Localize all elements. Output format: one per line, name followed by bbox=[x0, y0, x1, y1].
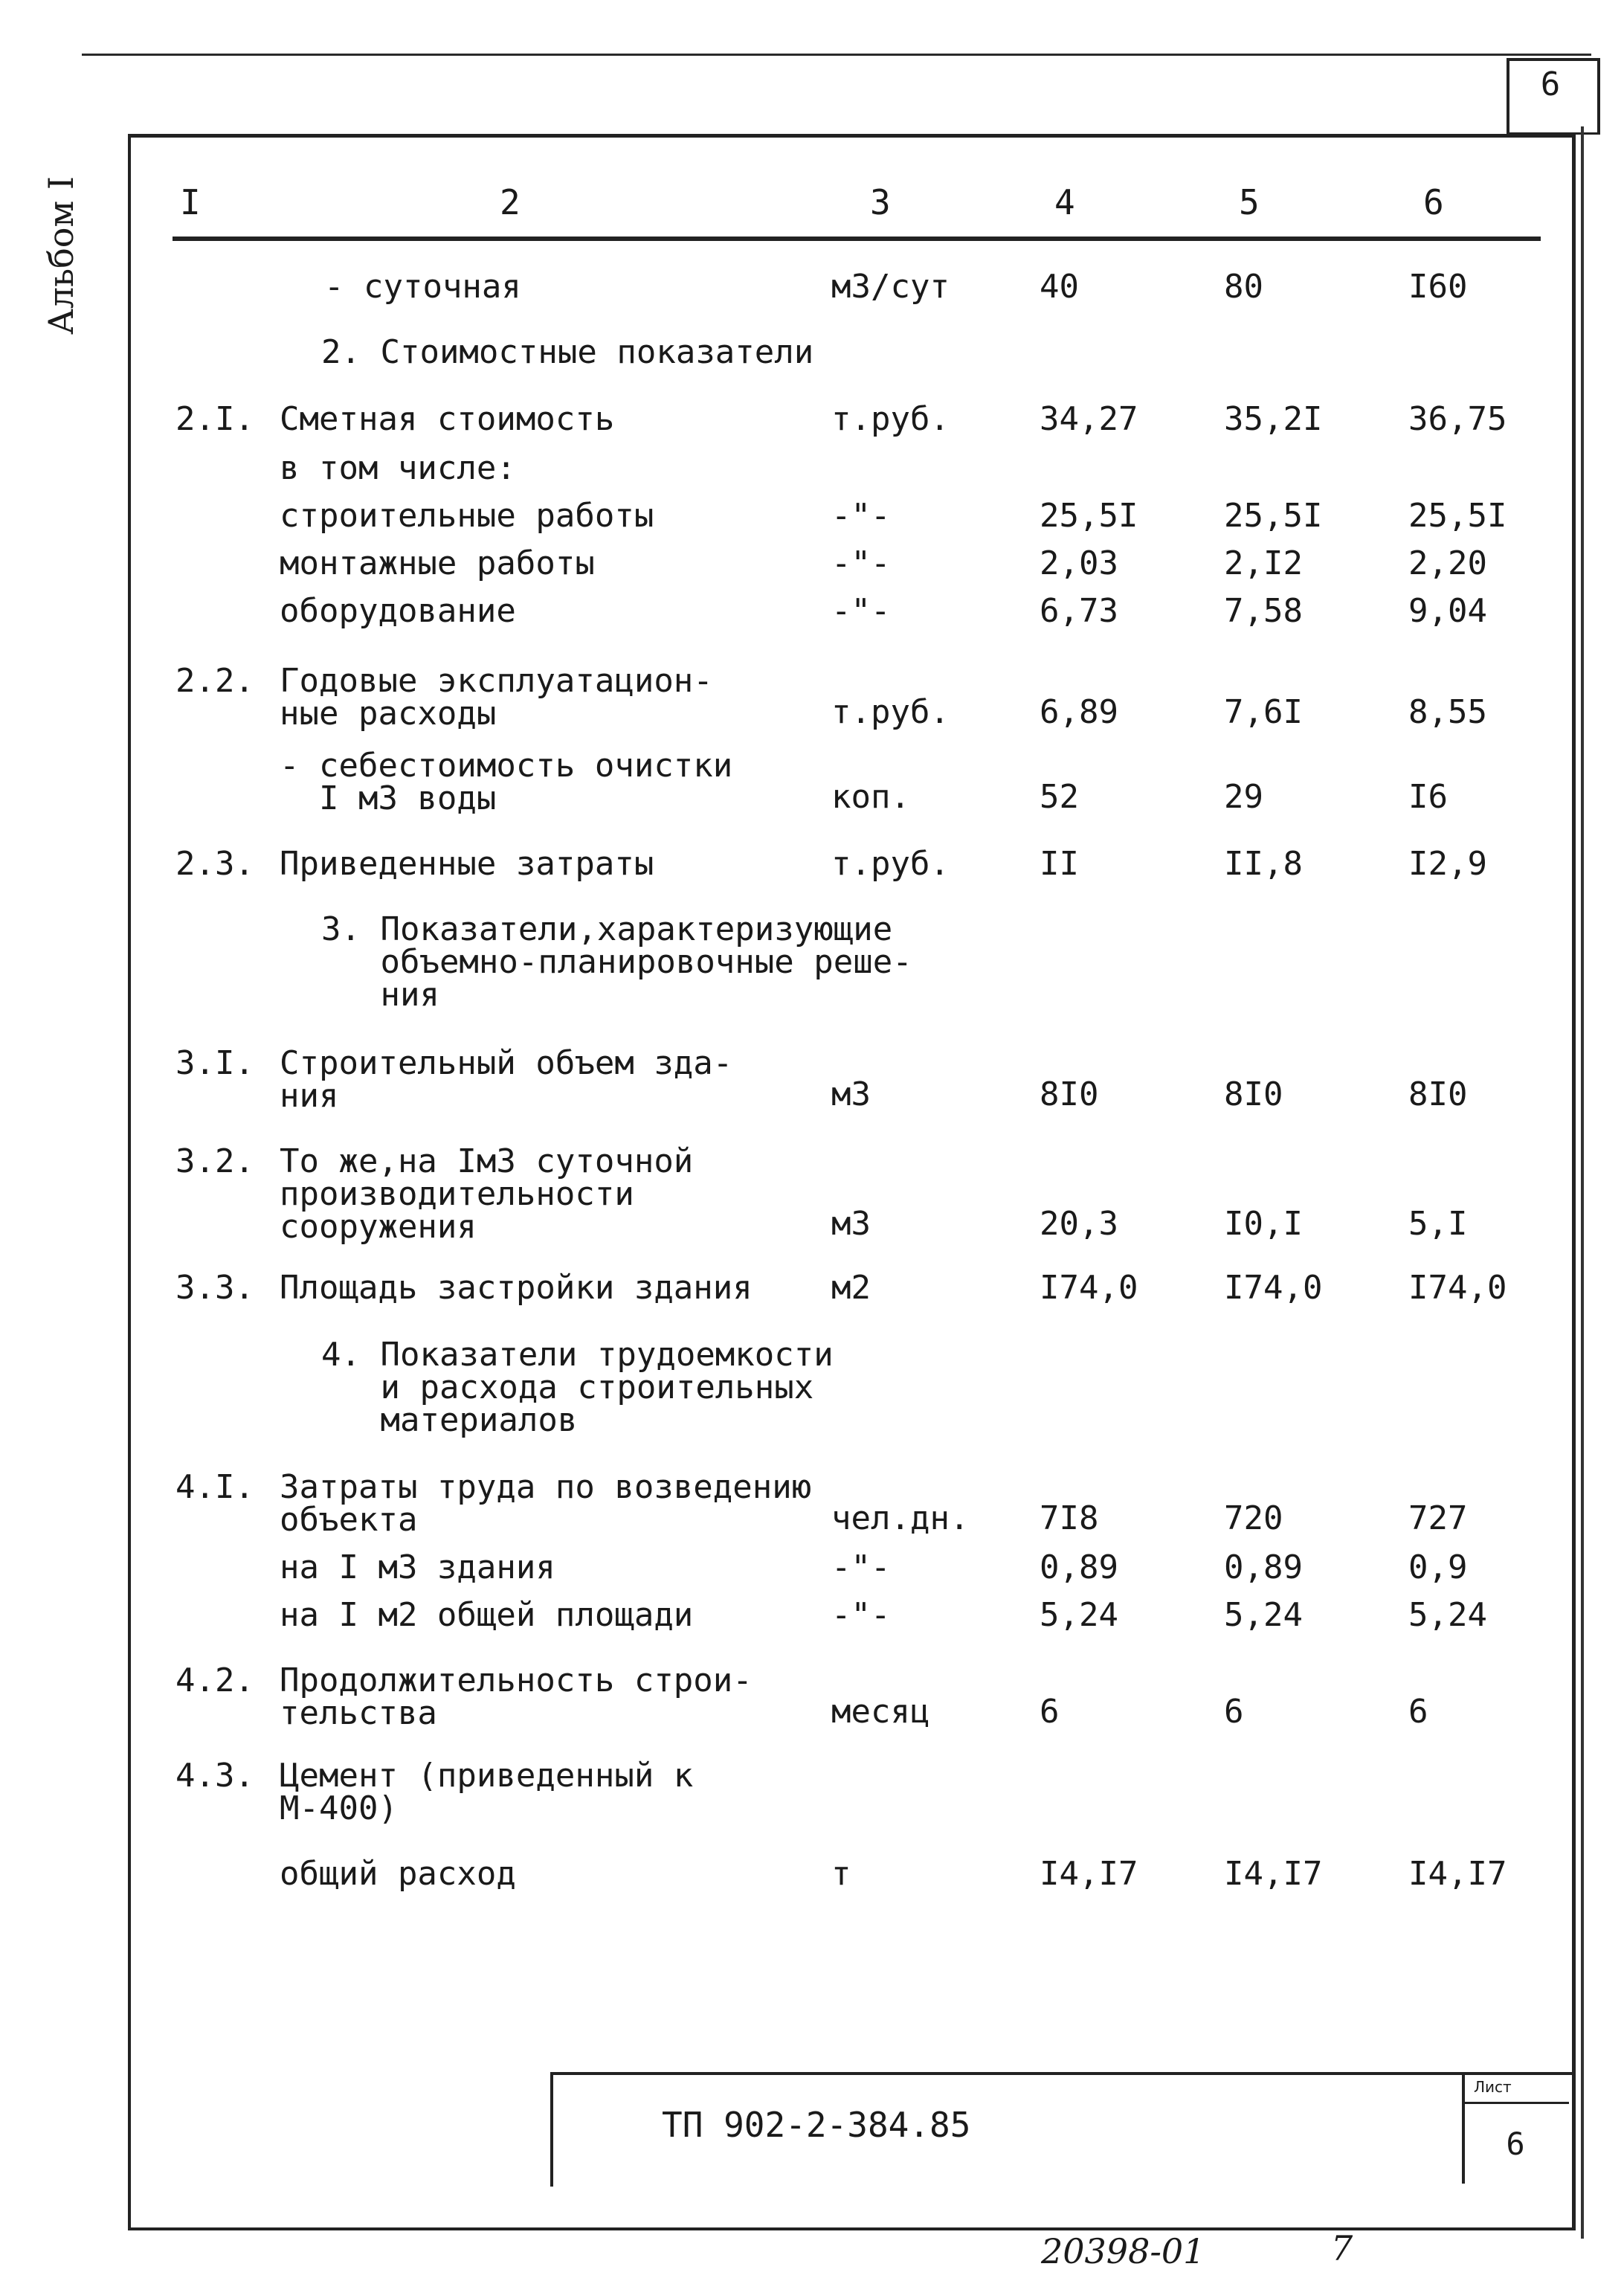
value-col-4: 8I0 bbox=[1040, 1075, 1099, 1113]
value-col-6: I6 bbox=[1408, 778, 1448, 816]
value-col-6: I2,9 bbox=[1408, 845, 1487, 883]
section-heading: 2. Стоимостные показатели bbox=[321, 333, 814, 371]
indicator-name: Приведенные затраты bbox=[280, 845, 654, 883]
value-col-5: 7,6I bbox=[1224, 693, 1303, 731]
value-col-6: I4,I7 bbox=[1408, 1855, 1507, 1893]
indicator-name: строительные работы bbox=[280, 497, 654, 535]
row-number: 2.I. bbox=[175, 400, 254, 438]
value-col-4: 6,73 bbox=[1040, 592, 1118, 630]
value-col-4: 52 bbox=[1040, 778, 1079, 816]
value-col-5: I4,I7 bbox=[1224, 1855, 1323, 1893]
value-col-4: 25,5I bbox=[1040, 497, 1138, 535]
sheet-number: 6 bbox=[1506, 2126, 1525, 2162]
value-col-5: 8I0 bbox=[1224, 1075, 1283, 1113]
indicator-name: То же,на Iм3 суточной производительности сооружения bbox=[280, 1142, 694, 1246]
document-code: ТП 902-2-384.85 bbox=[662, 2105, 971, 2145]
corner-page-number: 6 bbox=[1540, 65, 1561, 103]
unit-cell: т.руб. bbox=[831, 400, 950, 438]
indicator-name: - себестоимость очистки I м3 воды bbox=[280, 747, 733, 817]
section-heading: 4. Показатели трудоемкости и расхода строительных материалов bbox=[321, 1336, 834, 1439]
value-col-6: 6 bbox=[1408, 1693, 1428, 1731]
value-col-5: 6 bbox=[1224, 1693, 1244, 1731]
indicator-name: Цемент (приведенный к М-400) bbox=[280, 1757, 694, 1827]
unit-cell: -"- bbox=[831, 592, 891, 630]
indicator-name: на I м3 здания bbox=[280, 1548, 555, 1586]
value-col-5: 25,5I bbox=[1224, 497, 1323, 535]
value-col-6: 8,55 bbox=[1408, 693, 1487, 731]
unit-cell: т.руб. bbox=[831, 845, 950, 883]
album-label: Альбом I bbox=[41, 176, 81, 335]
indicator-name: Сметная стоимость bbox=[280, 400, 615, 438]
column-header-4: 4 bbox=[1054, 182, 1075, 222]
value-col-5: 35,2I bbox=[1224, 400, 1323, 438]
value-col-6: 36,75 bbox=[1408, 400, 1507, 438]
value-col-4: I74,0 bbox=[1040, 1269, 1138, 1307]
unit-cell: т.руб. bbox=[831, 693, 950, 731]
value-col-4: 7I8 bbox=[1040, 1499, 1099, 1537]
indicator-name: монтажные работы bbox=[280, 544, 595, 582]
value-col-6: I60 bbox=[1408, 268, 1468, 306]
unit-cell: м2 bbox=[831, 1269, 871, 1307]
value-col-4: 34,27 bbox=[1040, 400, 1138, 438]
value-col-6: 5,I bbox=[1408, 1205, 1468, 1243]
top-rule bbox=[82, 54, 1591, 56]
indicator-name: на I м2 общей площади bbox=[280, 1596, 694, 1634]
column-header-5: 5 bbox=[1239, 182, 1260, 222]
unit-cell: месяц bbox=[831, 1693, 930, 1731]
indicator-name: общий расход bbox=[280, 1855, 516, 1893]
value-col-4: 20,3 bbox=[1040, 1205, 1118, 1243]
unit-cell: -"- bbox=[831, 1548, 891, 1586]
sheet-label: Лист bbox=[1474, 2078, 1512, 2096]
unit-cell: м3 bbox=[831, 1075, 871, 1113]
value-col-5: 2,I2 bbox=[1224, 544, 1303, 582]
unit-cell: -"- bbox=[831, 497, 891, 535]
unit-cell: -"- bbox=[831, 544, 891, 582]
value-col-6: 8I0 bbox=[1408, 1075, 1468, 1113]
column-header-3: 3 bbox=[870, 182, 891, 222]
value-col-5: 720 bbox=[1224, 1499, 1283, 1537]
value-col-4: II bbox=[1040, 845, 1079, 883]
value-col-6: 25,5I bbox=[1408, 497, 1507, 535]
unit-cell: коп. bbox=[831, 778, 910, 816]
value-col-6: I74,0 bbox=[1408, 1269, 1507, 1307]
value-col-5: 29 bbox=[1224, 778, 1263, 816]
value-col-6: 727 bbox=[1408, 1499, 1468, 1537]
row-number: 3.2. bbox=[175, 1142, 254, 1180]
value-col-6: 5,24 bbox=[1408, 1596, 1487, 1634]
value-col-5: 0,89 bbox=[1224, 1548, 1303, 1586]
value-col-5: I0,I bbox=[1224, 1205, 1303, 1243]
row-number: 4.3. bbox=[175, 1757, 254, 1795]
indicator-name: в том числе: bbox=[280, 449, 516, 487]
value-col-4: 6,89 bbox=[1040, 693, 1118, 731]
value-col-6: 9,04 bbox=[1408, 592, 1487, 630]
value-col-5: 7,58 bbox=[1224, 592, 1303, 630]
row-number: 2.3. bbox=[175, 845, 254, 883]
row-number: 4.I. bbox=[175, 1468, 254, 1506]
indicator-name: - суточная bbox=[324, 268, 521, 306]
column-header-6: 6 bbox=[1423, 182, 1444, 222]
value-col-4: 2,03 bbox=[1040, 544, 1118, 582]
row-number: 2.2. bbox=[175, 662, 254, 700]
value-col-5: I74,0 bbox=[1224, 1269, 1323, 1307]
value-col-4: 5,24 bbox=[1040, 1596, 1118, 1634]
value-col-5: II,8 bbox=[1224, 845, 1303, 883]
row-number: 3.I. bbox=[175, 1044, 254, 1082]
sheet-cell-divider bbox=[1462, 2102, 1569, 2104]
row-number: 4.2. bbox=[175, 1661, 254, 1699]
inventory-number: 20398-01 bbox=[1041, 2231, 1205, 2271]
column-header-1: I bbox=[180, 182, 201, 222]
value-col-5: 5,24 bbox=[1224, 1596, 1303, 1634]
indicator-name: Затраты труда по возведению объекта bbox=[280, 1468, 812, 1539]
indicator-name: Продолжительность строи- тельства bbox=[280, 1661, 753, 1732]
unit-cell: м3/сут bbox=[831, 268, 950, 306]
value-col-4: 0,89 bbox=[1040, 1548, 1118, 1586]
section-heading: 3. Показатели,характеризующие объемно-планировочные реше- ния bbox=[321, 910, 912, 1014]
unit-cell: чел.дн. bbox=[831, 1499, 970, 1537]
unit-cell: м3 bbox=[831, 1205, 871, 1243]
indicator-name: Строительный объем зда- ния bbox=[280, 1044, 733, 1115]
value-col-4: 6 bbox=[1040, 1693, 1060, 1731]
row-number: 3.3. bbox=[175, 1269, 254, 1307]
indicator-name: оборудование bbox=[280, 592, 516, 630]
value-col-4: I4,I7 bbox=[1040, 1855, 1138, 1893]
indicator-name: Площадь застройки здания bbox=[280, 1269, 753, 1307]
indicator-name: Годовые эксплуатацион- ные расходы bbox=[280, 662, 713, 733]
value-col-5: 80 bbox=[1224, 268, 1263, 306]
footer-page-number: 7 bbox=[1331, 2228, 1353, 2268]
value-col-4: 40 bbox=[1040, 268, 1079, 306]
value-col-6: 2,20 bbox=[1408, 544, 1487, 582]
value-col-6: 0,9 bbox=[1408, 1548, 1468, 1586]
column-header-2: 2 bbox=[500, 182, 521, 222]
unit-cell: -"- bbox=[831, 1596, 891, 1634]
header-rule bbox=[173, 237, 1541, 241]
frame-outer-rule bbox=[1581, 126, 1584, 2239]
unit-cell: т bbox=[831, 1855, 851, 1893]
